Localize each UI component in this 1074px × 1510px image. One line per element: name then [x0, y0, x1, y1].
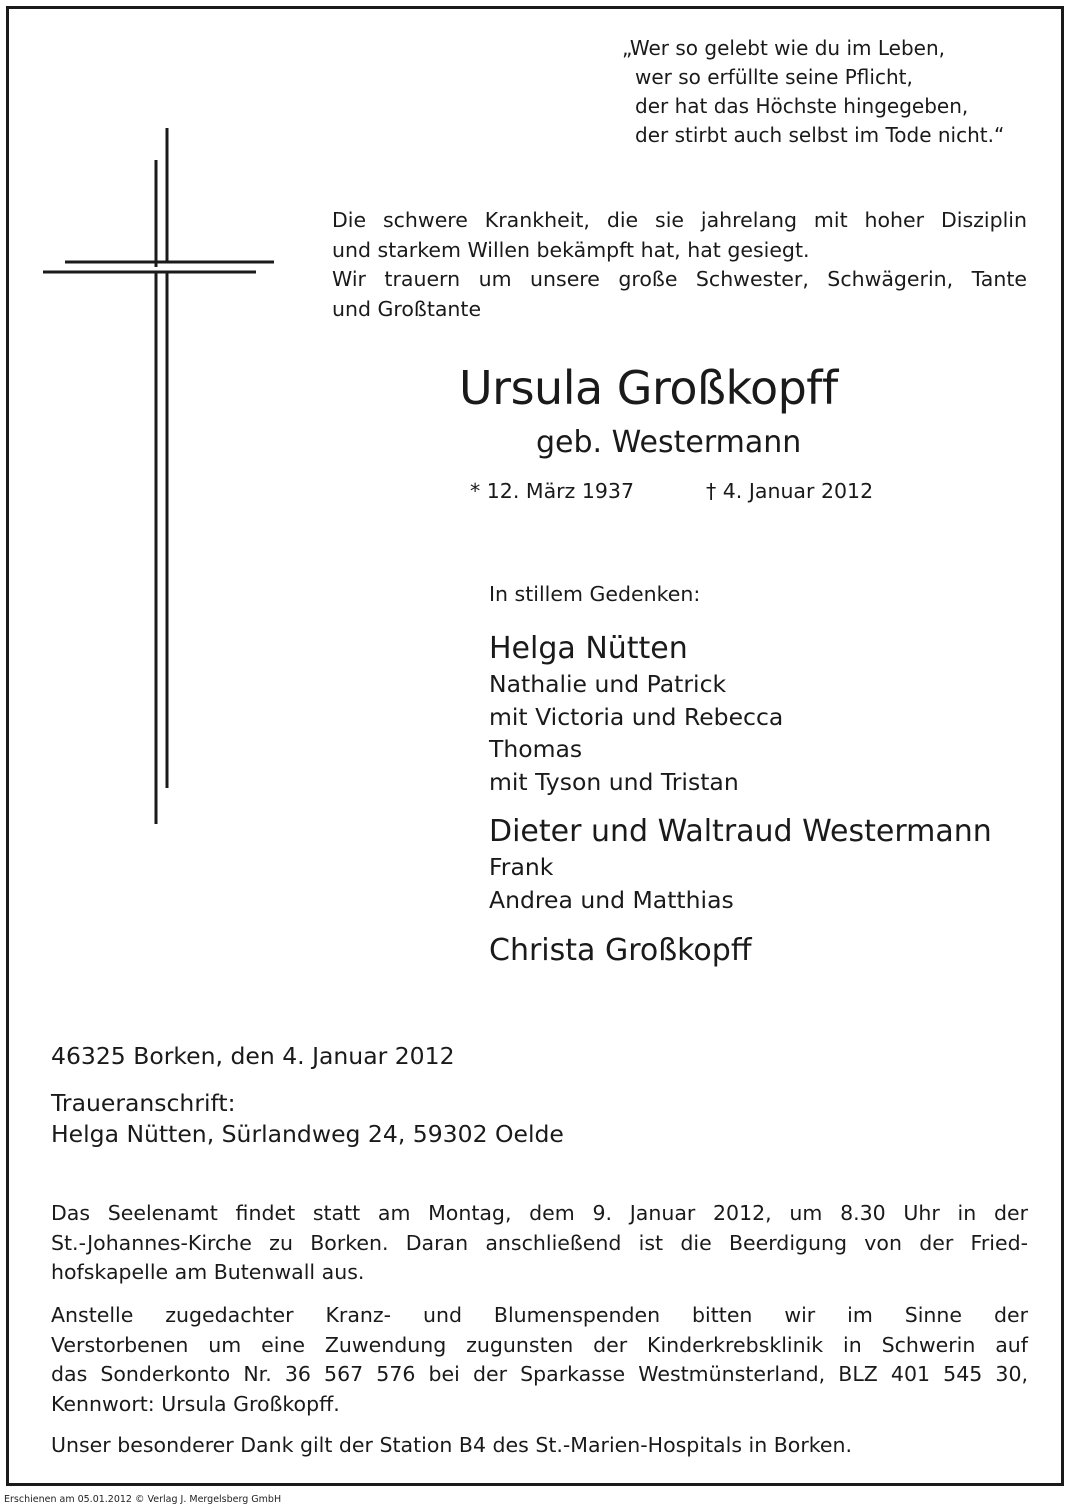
- family-westermann: [489, 813, 992, 916]
- family-member: mit Tyson und Tristan: [489, 767, 739, 796]
- death-date: † 4. Januar 2012: [706, 479, 874, 503]
- quote-line: „Wer so gelebt wie du im Leben,: [622, 36, 945, 60]
- donation-line: Kennwort: Ursula Großkopff.: [51, 1391, 340, 1416]
- service-line: St.-Johannes-Kirche zu Borken. Daran anschließend ist die Beerdigung von der Fried-: [51, 1230, 1028, 1255]
- family-member: Thomas: [489, 735, 583, 763]
- service-line: Das Seelenamt findet statt am Montag, dem 9. Januar 2012, um 8.30 Uhr in der: [51, 1201, 1028, 1225]
- intro-line: Wir trauern um unsere große Schwester, Schwägerin, Tante: [332, 267, 1027, 291]
- donation-line: Anstelle zugedachter Kranz- und Blumenspenden bitten wir im Sinne der: [51, 1303, 1028, 1327]
- family-head: Dieter und Waltraud Westermann: [489, 814, 992, 849]
- service-info: [51, 1199, 1028, 1288]
- publication-footer: Erschienen am 05.01.2012 © Verlag J. Mergelsberg GmbH: [4, 1494, 282, 1505]
- address-label: Traueranschrift:: [51, 1089, 236, 1117]
- birth-date: * 12. März 1937: [470, 479, 635, 503]
- mourners-heading: In stillem Gedenken:: [489, 582, 701, 606]
- family-member: Nathalie und Patrick: [489, 670, 727, 698]
- family-head: Christa Großkopff: [489, 933, 752, 968]
- intro-text: [332, 206, 1027, 324]
- quote-line: wer so erfüllte seine Pflicht,: [635, 65, 913, 89]
- family-member: Andrea und Matthias: [489, 885, 734, 914]
- family-member: Frank: [489, 853, 554, 881]
- thanks-line: Unser besonderer Dank gilt der Station B4 des St.-Marien-Hospitals in Borken.: [51, 1433, 853, 1457]
- mourning-address: [51, 1088, 564, 1150]
- service-line: hofskapelle am Butenwall aus.: [51, 1260, 365, 1284]
- donation-line: das Sonderkonto Nr. 36 567 576 bei der Sparkasse Westmünsterland, BLZ 401 545 30,: [51, 1362, 1028, 1386]
- maiden-name: geb. Westermann: [536, 425, 802, 460]
- quote: [622, 34, 1004, 150]
- intro-line: und Großtante: [332, 296, 482, 321]
- donation-info: [51, 1301, 1028, 1419]
- donation-line: Verstorbenen um eine Zuwendung zugunsten der Kinderkrebsklinik in Schwerin auf: [51, 1332, 1028, 1357]
- thanks-text: [51, 1431, 1028, 1461]
- intro-line: Die schwere Krankheit, die sie jahrelang mit hoher Disziplin: [332, 208, 1027, 232]
- family-member: mit Victoria und Rebecca: [489, 702, 784, 731]
- quote-line: der stirbt auch selbst im Tode nicht.“: [635, 123, 1005, 147]
- place-date: 46325 Borken, den 4. Januar 2012: [51, 1042, 455, 1070]
- address-value: Helga Nütten, Sürlandweg 24, 59302 Oelde: [51, 1120, 564, 1148]
- family-nuetten: [489, 630, 783, 798]
- quote-line: der hat das Höchste hingegeben,: [635, 94, 969, 118]
- intro-line: und starkem Willen bekämpft hat, hat gesiegt.: [332, 237, 810, 262]
- family-head: Helga Nütten: [489, 631, 688, 666]
- family-grosskopff: [489, 932, 752, 970]
- deceased-name: Ursula Großkopff: [459, 361, 838, 415]
